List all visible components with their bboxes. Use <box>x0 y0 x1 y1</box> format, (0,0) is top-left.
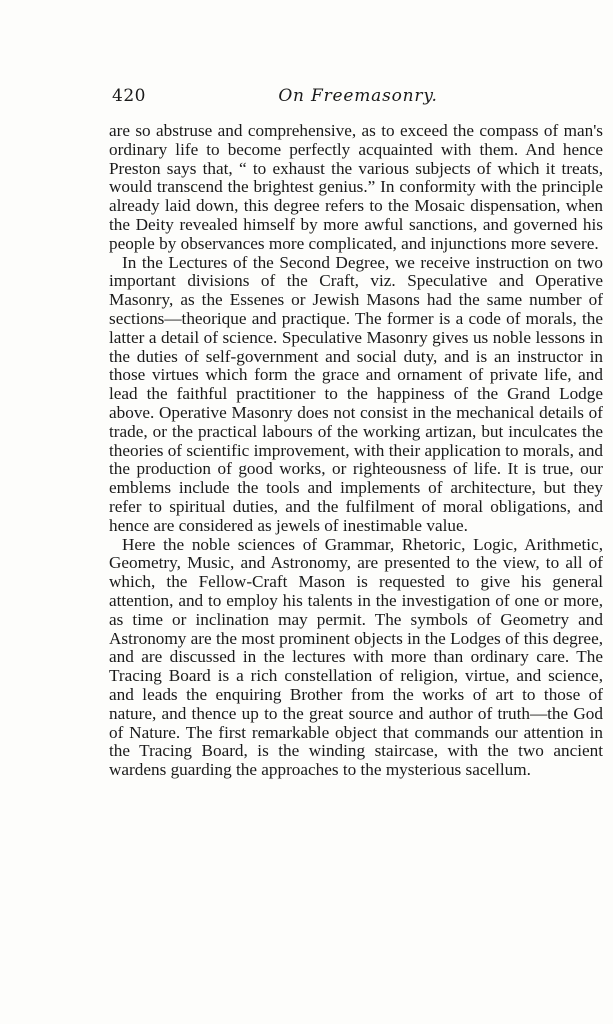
running-title: On Freemasonry. <box>278 86 438 106</box>
body-text <box>109 122 603 780</box>
paragraph-3: Here the noble sciences of Grammar, Rhetoric, Logic, Arithmetic, Geometry, Music, and Astronomy, are presented to the view, to all of which, the Fellow-Craft Mason is requested to give his general attention, and to employ his talents in the investigation of one or more, as time or inclination may permit. The symbols of Geometry and Astronomy are the most prominent objects in the Lodges of this degree, and are discussed in the lectures with more than ordinary care. The Tracing Board is a rich constellation of religion, virtue, and science, and leads the enquiring Brother from the works of art to those of nature, and thence up to the great source and author of truth—the God of Nature. The first remarkable object that commands our attention in the Tracing Board, is the winding staircase, with the two ancient wardens guarding the approaches to the mysterious sacellum. <box>109 534 603 780</box>
page-header <box>112 86 604 110</box>
paragraph-2: In the Lectures of the Second Degree, we receive instruction on two important divisions of the Craft, viz. Speculative and Operative Masonry, as the Essenes or Jewish Masons had the same number of sections—theorique and practique. The former is a code of morals, the latter a detail of science. Speculative Masonry gives us noble lessons in the duties of self-government and social duty, and is an instructor in those virtues which form the grace and ornament of private life, and lead the faithful practitioner to the happiness of the Grand Lodge above. Operative Masonry does not consist in the mechanical details of trade, or the practical labours of the working artizan, but inculcates the theories of scientific improvement, with their application to morals, and the production of good works, or righteousness of life. It is true, our emblems include the tools and implements of architecture, but they refer to spiritual duties, and the fulfilment of moral obligations, and hence are considered as jewels of inestimable value. <box>109 252 604 535</box>
paragraph-1: are so abstruse and comprehensive, as to exceed the compass of man's ordinary life to become perfectly acquainted with them. And hence Preston says that, “ to exhaust the various subjects of which it treats, would transcend the brightest genius.” In conformity with the principle already laid down, this degree refers to the Mosaic dispensation, when the Deity revealed himself by more awful sanctions, and governed his people by observances more complicated, and injunctions more severe. <box>109 121 603 253</box>
page-number: 420 <box>112 86 146 106</box>
